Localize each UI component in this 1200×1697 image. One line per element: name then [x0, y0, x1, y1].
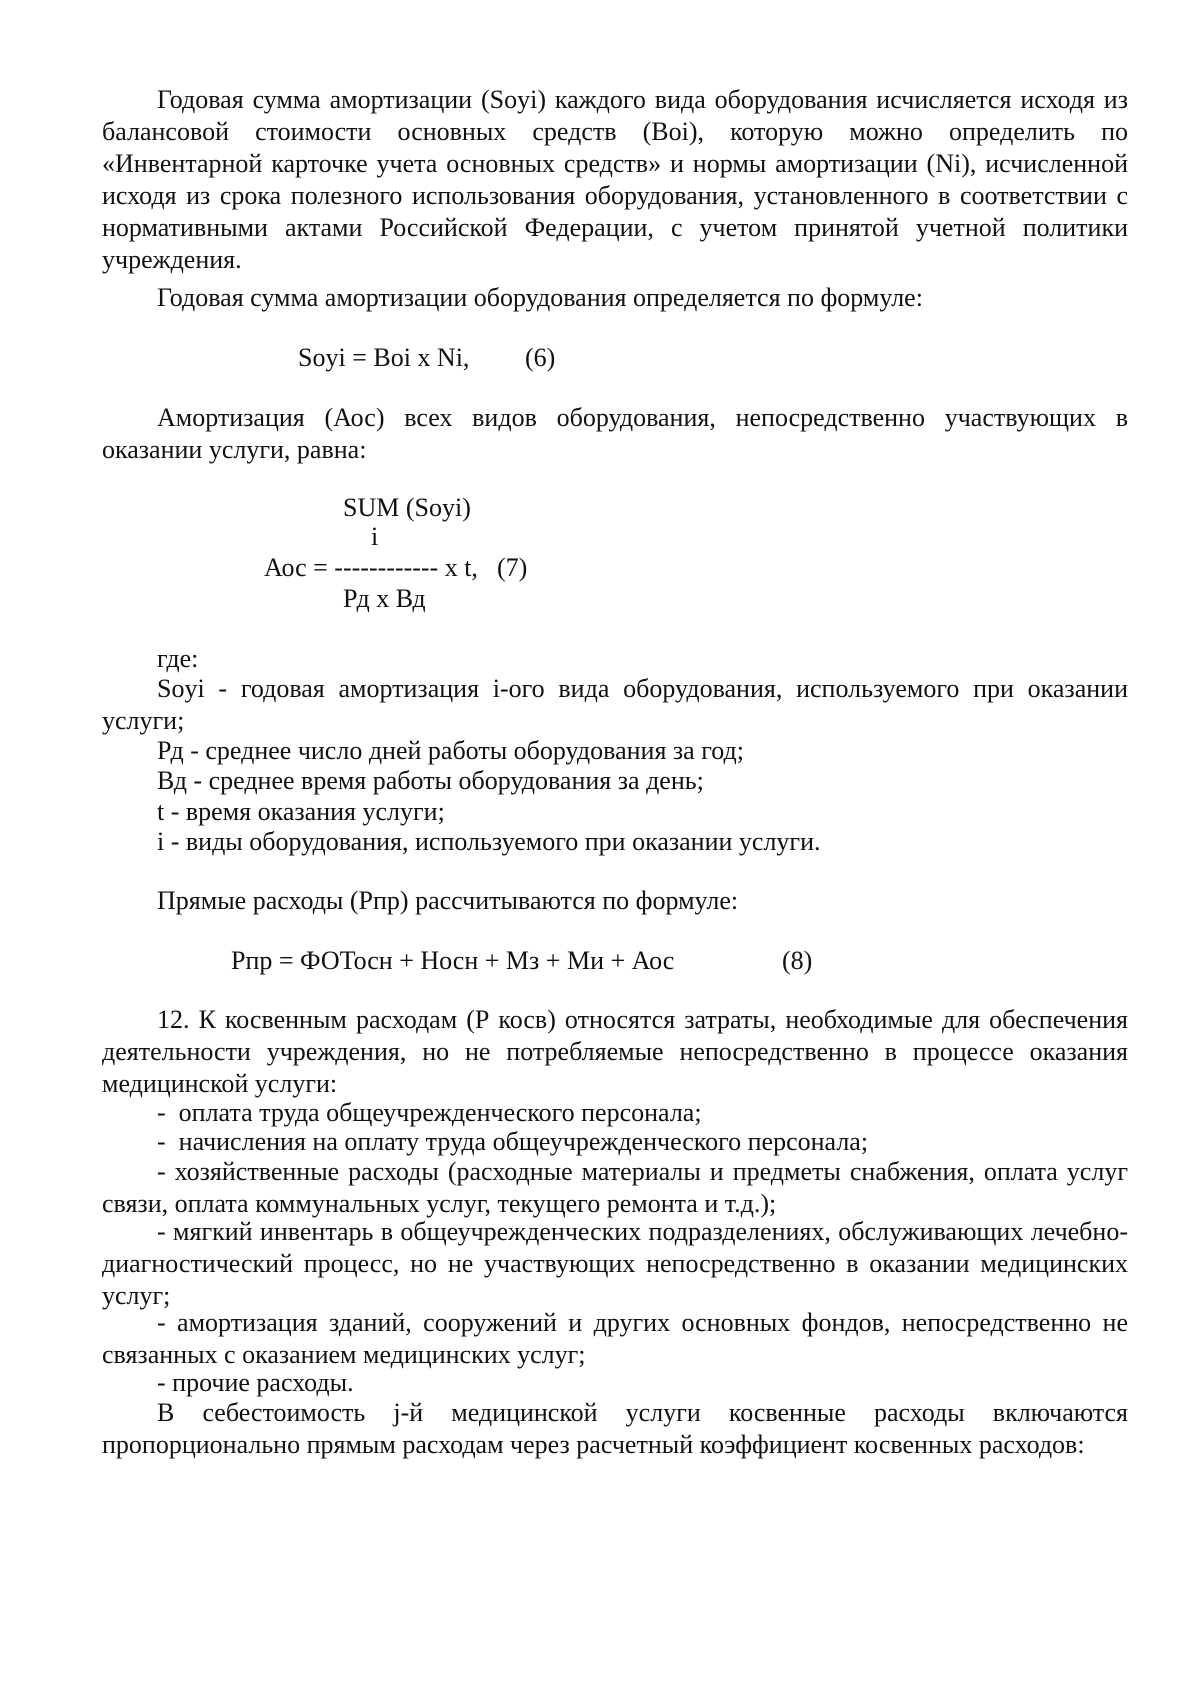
formula-7-denominator: Рд x Вд: [343, 584, 426, 613]
formula-7-lhs: Аос = ------------ x t,: [264, 553, 478, 582]
list-item-household-expenses: - хозяйственные расходы (расходные материалы и предметы снабжения, оплата услуг связи, оплата коммунальных услуг, текущего ремонта и т.д.);: [102, 1157, 1128, 1218]
list-item-soft-inventory: - мягкий инвентарь в общеучрежденческих подразделениях, обслуживающих лечебно-диагностический процесс, но не участвующих непосредственно в оказании медицинских услуг;: [102, 1217, 1128, 1310]
formula-7-number: (7): [497, 553, 528, 582]
formula-7-index: i: [371, 522, 379, 551]
paragraph-cost-coefficient: В себестоимость j-й медицинской услуги косвенные расходы включаются пропорционально прямым расходам через расчетный коэффициент косвенных расходов:: [102, 1398, 1128, 1459]
definition-t: t - время оказания услуги;: [157, 797, 445, 826]
list-item-other-expenses: - прочие расходы.: [157, 1368, 354, 1397]
definition-soyi: Soyi - годовая амортизация i-ого вида оборудования, используемого при оказании услуги;: [102, 674, 1128, 735]
paragraph-indirect-costs: 12. К косвенным расходам (Р косв) относятся затраты, необходимые для обеспечения деятельности учреждения, но не потребляемые непосредственно в процессе оказания медицинской услуги:: [102, 1005, 1128, 1098]
paragraph-aos-definition: Амортизация (Аос) всех видов оборудования, непосредственно участвующих в оказании услуги, равна:: [102, 403, 1128, 464]
list-item-pay-accruals: - начисления на оплату труда общеучрежденческого персонала;: [157, 1127, 869, 1156]
formula-8-number: (8): [782, 946, 813, 975]
formula-6-expression: Soyi = Boi x Ni,: [298, 343, 470, 372]
formula-7-numerator: SUM (Soyi): [343, 493, 471, 522]
formula-8-expression: Рпр = ФОТосн + Носн + Мз + Ми + Аос: [231, 946, 675, 975]
paragraph-amortization-basis: Годовая сумма амортизации (Soyi) каждого вида оборудования исчисляется исходя из балансовой стоимости основных средств (Boi), которую можно определить по «Инвентарной карточке учета основных средств» и нормы амортизации (Ni), исчисленной исходя из срока полезного использования оборудования, установленного в соответствии с нормативными актами Российской Федерации, с учетом принятой учетной политики учреждения.: [102, 85, 1128, 274]
definition-vd: Вд - среднее время работы оборудования за день;: [157, 766, 704, 795]
where-label: где:: [157, 644, 199, 673]
paragraph-formula-intro: Годовая сумма амортизации оборудования определяется по формуле:: [157, 283, 923, 312]
list-item-depreciation-buildings: - амортизация зданий, сооружений и других основных фондов, непосредственно не связанных с оказанием медицинских услуг;: [102, 1308, 1128, 1369]
paragraph-direct-costs-intro: Прямые расходы (Рпр) рассчитываются по формуле:: [157, 886, 739, 915]
formula-6-number: (6): [525, 343, 556, 372]
definition-rd: Рд - среднее число дней работы оборудования за год;: [157, 736, 744, 765]
definition-i: i - виды оборудования, используемого при оказании услуги.: [157, 827, 821, 856]
list-item-staff-pay: - оплата труда общеучрежденческого персонала;: [157, 1098, 702, 1127]
